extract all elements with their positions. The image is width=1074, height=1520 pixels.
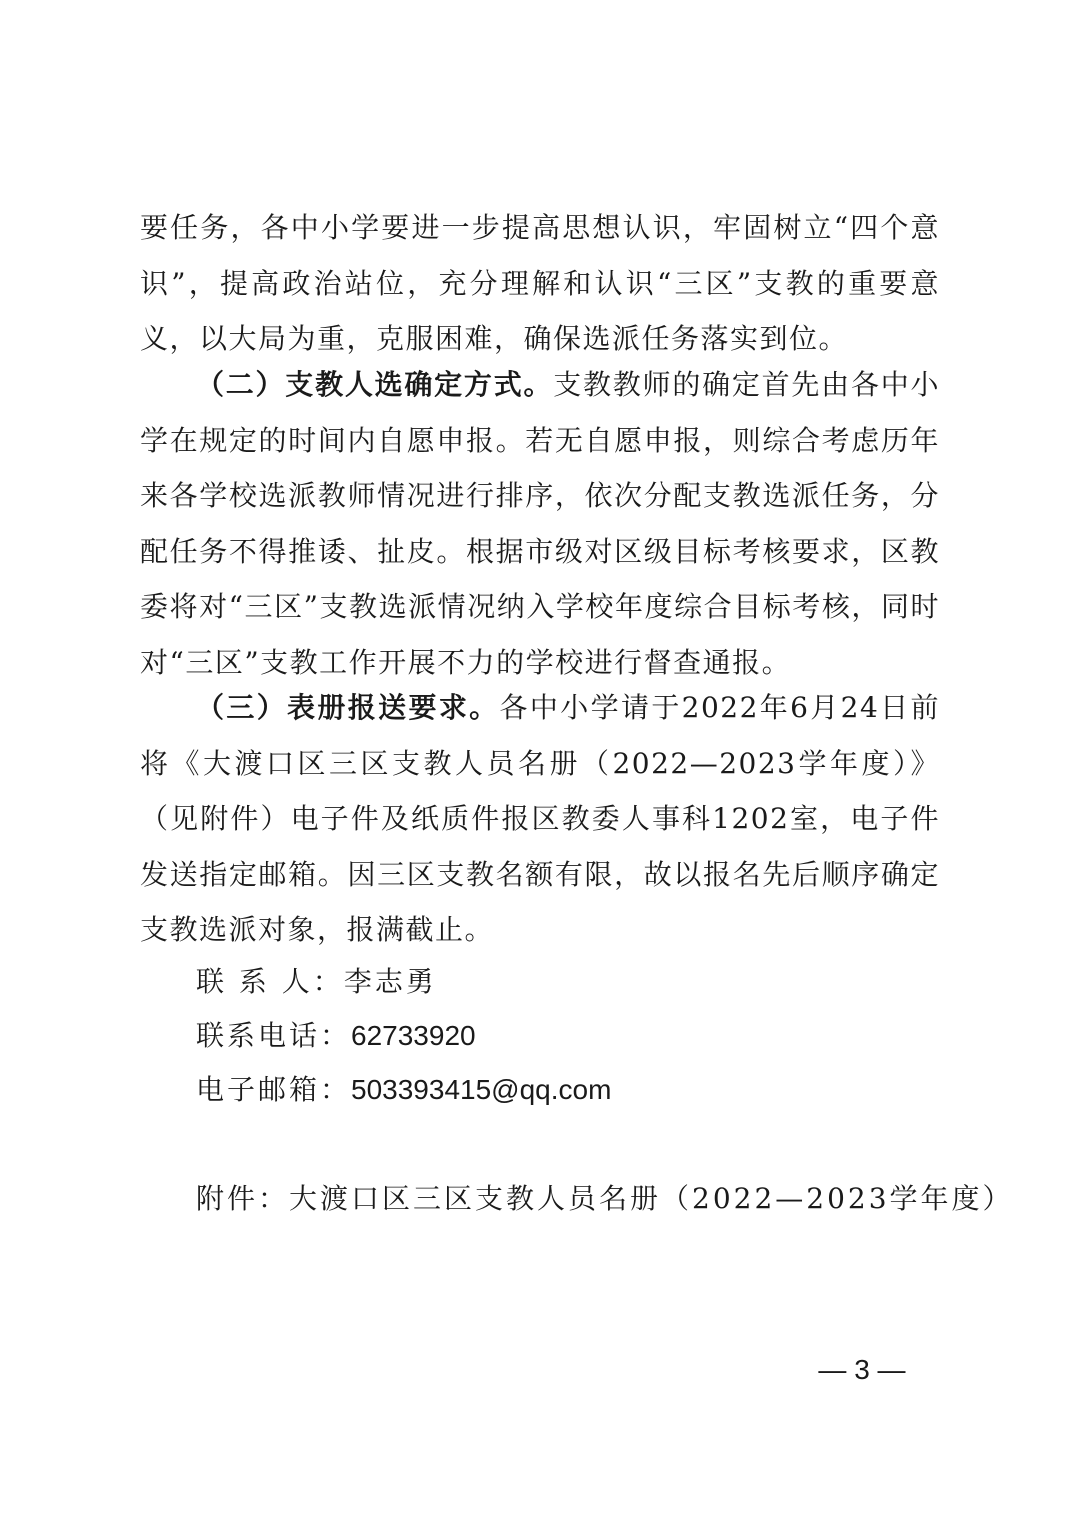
contact-phone-label: 联系电话：: [196, 1019, 352, 1052]
attachment-title: 大渡口区三区支教人员名册（2022—2023学年度）: [289, 1182, 1014, 1215]
paragraph-continuation: [140, 200, 940, 367]
section-heading: （二）支教人选确定方式。: [196, 368, 554, 401]
contact-person-line: [196, 962, 437, 1002]
paragraph-submission-requirements: [140, 680, 940, 958]
paragraph-text: 要任务，各中小学要进一步提高思想认识，牢固树立“四个意识”，提高政治站位，充分理解和认识“三区”支教的重要意义，以大局为重，克服困难，确保选派任务落实到位。: [140, 211, 940, 355]
contact-phone-line: [196, 1016, 476, 1056]
attachment-line: [196, 1179, 1014, 1219]
contact-email-label: 电子邮箱：: [196, 1073, 352, 1106]
contact-email-value: 503393415@qq.com: [351, 1074, 612, 1105]
paragraph-text: 各中小学请于2022年6月24日前将《大渡口区三区支教人员名册（2022—2023学年度）》（见附件）电子件及纸质件报区教委人事科1202室，电子件发送指定邮箱。因三区支教名额有限，故以报名先后顺序确定支教选派对象，报满截止。: [140, 691, 940, 946]
contact-person-label: 联 系 人：: [196, 965, 344, 998]
paragraph-selection-method: [140, 357, 940, 690]
contact-person-value: 李志勇: [343, 965, 437, 998]
contact-email-line: [196, 1070, 611, 1110]
attachment-label: 附件：: [196, 1182, 290, 1215]
page-number: — 3 —: [818, 1354, 906, 1385]
contact-phone-value: 62733920: [351, 1020, 476, 1051]
section-heading: （三）表册报送要求。: [196, 691, 500, 724]
paragraph-text: 支教教师的确定首先由各中小学在规定的时间内自愿申报。若无自愿申报，则综合考虑历年来各学校选派教师情况进行排序，依次分配支教选派任务，分配任务不得推诿、扯皮。根据市级对区级目标考核要求，区教委将对“三区”支教选派情况纳入学校年度综合目标考核，同时对“三区”支教工作开展不力的学校进行督查通报。: [140, 368, 940, 679]
